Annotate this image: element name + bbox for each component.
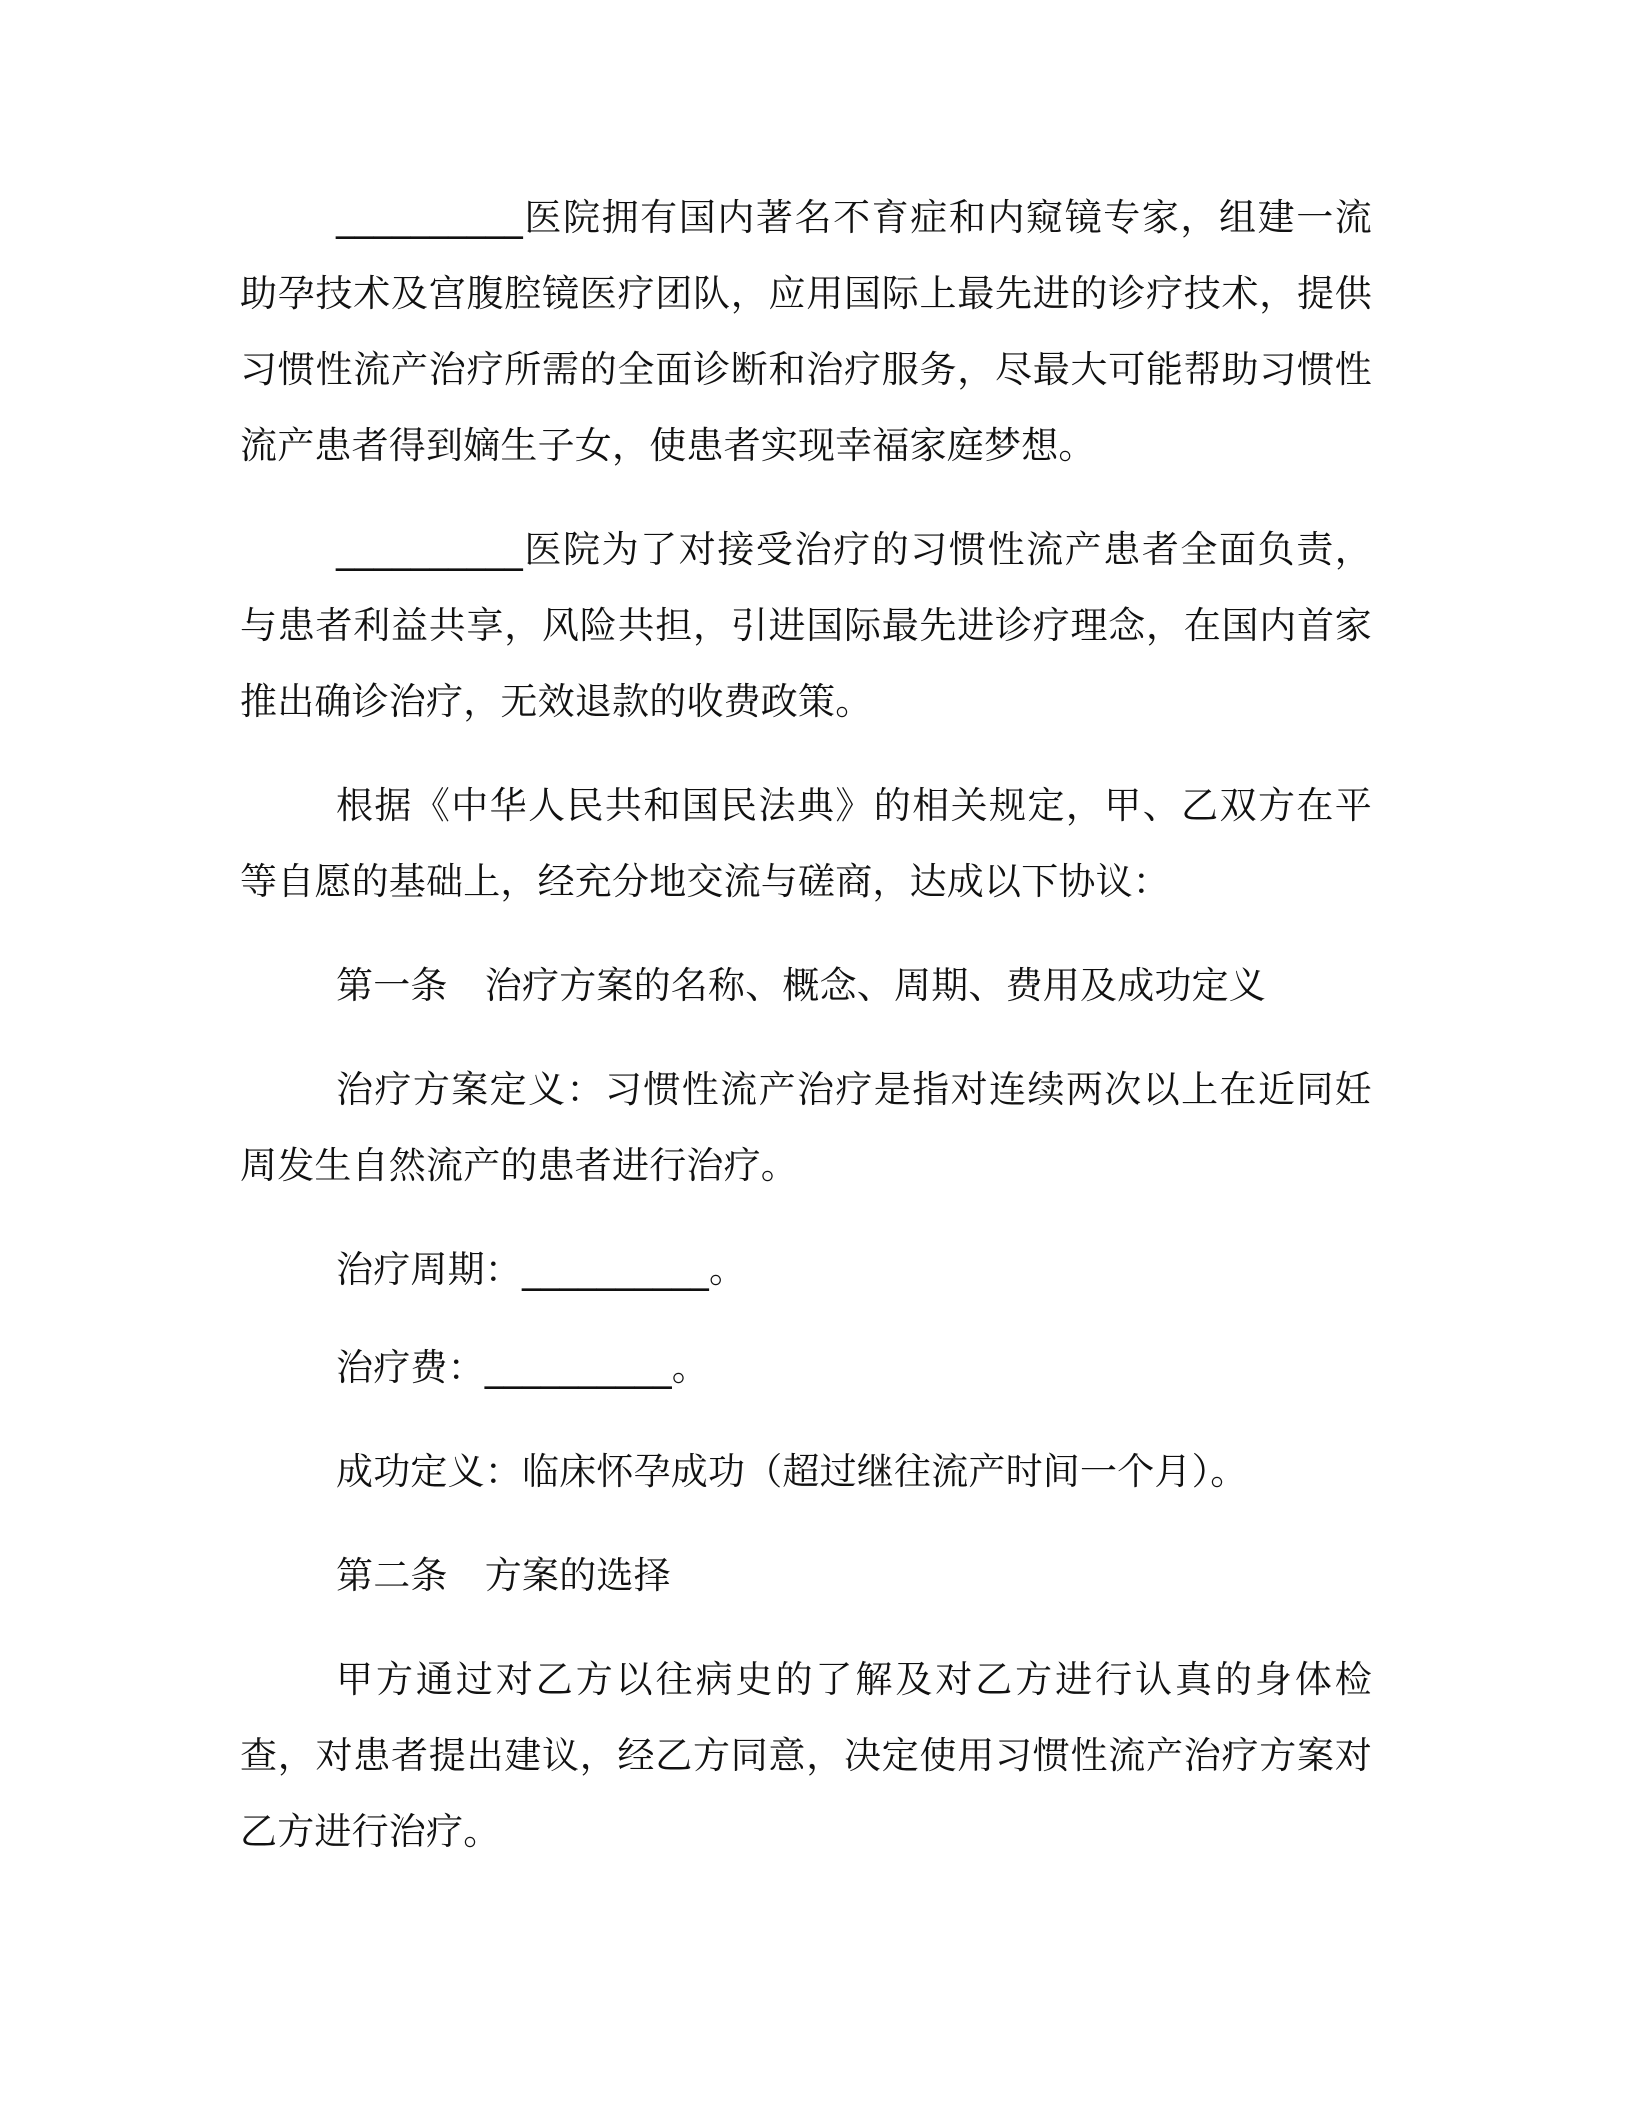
paragraph-treatment-fee: 治疗费：__________。	[336, 1346, 709, 1389]
paragraph-treatment-definition: 治疗方案定义：习惯性流产治疗是指对连续两次以上在近同妊周发生自然流产的患者进行治疗。	[240, 1068, 1372, 1187]
paragraph-success-definition: 成功定义：临床怀孕成功（超过继往流产时间一个月）。	[336, 1450, 1248, 1493]
article-1-heading: 第一条 治疗方案的名称、概念、周期、费用及成功定义	[336, 964, 1266, 1007]
document-page	[240, 0, 1372, 2112]
article-2-heading: 第二条 方案的选择	[336, 1554, 671, 1597]
paragraph-treatment-period: 治疗周期：__________。	[336, 1248, 747, 1291]
paragraph-legal-basis: 根据《中华人民共和国民法典》的相关规定，甲、乙双方在平等自愿的基础上，经充分地交流与磋商，达成以下协议：	[240, 784, 1372, 903]
paragraph-hospital-intro: __________医院拥有国内著名不育症和内窥镜专家，组建一流助孕技术及宫腹腔镜医疗团队，应用国际上最先进的诊疗技术，提供习惯性流产治疗所需的全面诊断和治疗服务，尽最大可能帮助习惯性流产患者得到嫡生子女，使患者实现幸福家庭梦想。	[240, 196, 1372, 467]
paragraph-refund-policy: __________医院为了对接受治疗的习惯性流产患者全面负责，与患者利益共享，风险共担，引进国际最先进诊疗理念，在国内首家推出确诊治疗，无效退款的收费政策。	[240, 528, 1372, 723]
paragraph-plan-selection: 甲方通过对乙方以往病史的了解及对乙方进行认真的身体检查，对患者提出建议，经乙方同意，决定使用习惯性流产治疗方案对乙方进行治疗。	[240, 1658, 1372, 1853]
